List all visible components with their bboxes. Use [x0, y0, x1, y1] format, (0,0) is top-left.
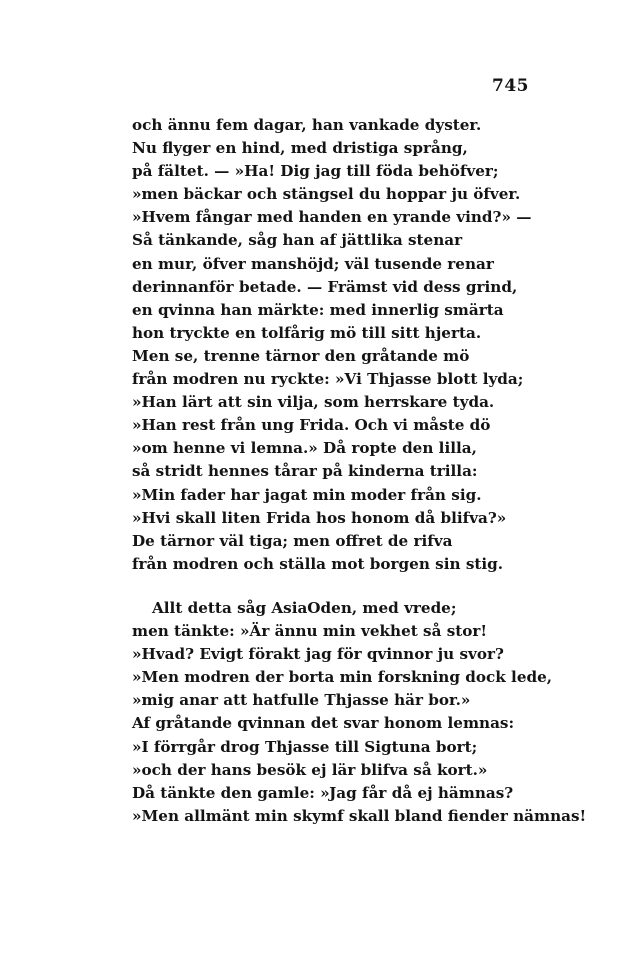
- verse-line: från modren och ställa mot borgen sin stig.: [132, 554, 504, 573]
- verse-line: »Hvad? Evigt förakt jag för qvinnor ju svor?: [132, 645, 504, 664]
- verse-line: »Min fader har jagat min moder från sig.: [132, 485, 482, 504]
- verse-line: »Men allmänt min skymf skall bland fiender nämnas!: [132, 806, 587, 825]
- verse-line: »Han lärt att sin vilja, som herrskare tyda.: [132, 393, 495, 412]
- verse-line: Allt detta såg AsiaOden, med vrede;: [152, 599, 457, 617]
- verse-line: Af gråtande qvinnan det svar honom lemnas:: [132, 714, 515, 733]
- verse-line: »Men modren der borta min forskning dock lede,: [132, 668, 553, 687]
- verse-line: »Hvem fångar med handen en yrande vind?» —: [132, 208, 532, 227]
- verse-line: »men bäckar och stängsel du hoppar ju öfver.: [132, 185, 521, 204]
- stanza-1: [132, 114, 532, 576]
- verse-line: från modren nu ryckte: »Vi Thjasse blott lyda;: [132, 370, 524, 389]
- verse-line: Nu flyger en hind, med dristiga språng,: [132, 139, 468, 158]
- verse-line: Då tänkte den gamle: »Jag får då ej hämnas?: [132, 783, 514, 802]
- verse-line: »Han rest från ung Frida. Och vi måste dö: [132, 416, 491, 435]
- verse-line: men tänkte: »Är ännu min vekhet så stor!: [132, 622, 488, 641]
- verse-line: på fältet. — »Ha! Dig jag till föda behöfver;: [132, 162, 499, 181]
- stanza-2: [132, 597, 587, 828]
- verse-line: »Hvi skall liten Frida hos honom då blifva?»: [132, 508, 507, 527]
- page-number: 745: [492, 76, 529, 96]
- verse-line: »om henne vi lemna.» Då ropte den lilla,: [132, 439, 477, 458]
- verse-line: Så tänkande, såg han af jättlika stenar: [132, 231, 463, 250]
- verse-line: De tärnor väl tiga; men offret de rifva: [132, 531, 453, 550]
- verse-line: »och der hans besök ej lär blifva så kort.»: [132, 760, 488, 779]
- verse-line: så stridt hennes tårar på kinderna trilla:: [132, 462, 478, 481]
- verse-line: en qvinna han märkte: med innerlig smärta: [132, 300, 504, 319]
- verse-line: hon tryckte en tolfårig mö till sitt hjerta.: [132, 323, 482, 342]
- verse-line: »mig anar att hatfulle Thjasse här bor.»: [132, 691, 471, 710]
- verse-line: Men se, trenne tärnor den gråtande mö: [132, 346, 470, 365]
- verse-line: »I förrgår drog Thjasse till Sigtuna bort;: [132, 737, 478, 756]
- verse-line: och ännu fem dagar, han vankade dyster.: [132, 116, 482, 134]
- verse-line: en mur, öfver manshöjd; väl tusende renar: [132, 254, 494, 273]
- verse-line: derinnanför betade. — Främst vid dess grind,: [132, 277, 518, 296]
